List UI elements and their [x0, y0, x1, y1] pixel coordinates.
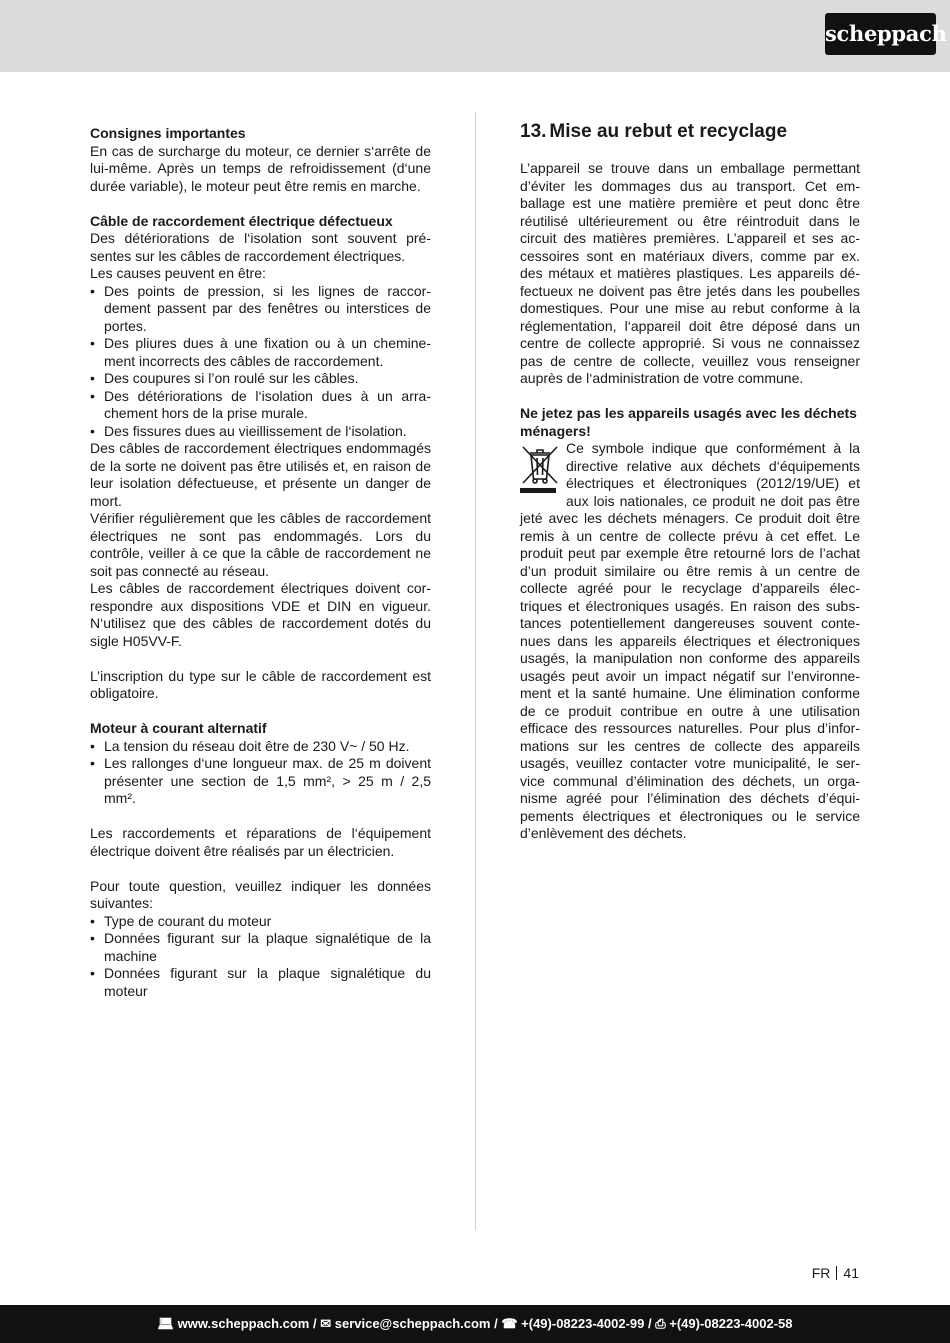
computer-icon: 💻︎	[157, 1316, 178, 1331]
email-icon: ✉	[320, 1316, 335, 1331]
email-link[interactable]: service@scheppach.com	[334, 1316, 491, 1331]
paragraph-damaged-cables: Des câbles de raccordement électriques endommagés de la sorte ne doivent pas être utilisés et, en raison de leur isolation défectueuse, et présente un danger de mort.	[90, 440, 431, 509]
paragraph-check-cables: Vérifier régulièrement que les câbles de raccordement électriques ne sont pas endommagés. Lors du contrôle, veiller à ce que la câble de raccordement ne soit pas connecté au réseau.	[90, 510, 431, 579]
page-number	[812, 1265, 859, 1282]
header-bar	[0, 0, 950, 72]
paragraph-packaging: L’appareil se trouve dans un emballage permettant d’éviter les dommages dus au transport. Cet emballage est une matière première et peut donc être réutilisé ultérieurement ou être réintroduit dans le circuit des matières premières. L’appareil et ses accessoires sont en matériaux divers, comme par ex. des métaux et matières plastiques. Les appareils défectueux ne doivent pas être jetés dans les poubelles domestiques. Pour une mise au rebut conforme à la réglementation, l‘appareil doit être déposé dans un centre de collecte approprié. Si vous ne connaissez pas de centre de collecte, veuillez vous renseigner auprès de l‘administration de votre commune.	[520, 160, 860, 386]
fax-number: +(49)-08223-4002-58	[669, 1316, 793, 1331]
causes-list	[90, 283, 431, 441]
page-number-value: 41	[843, 1265, 859, 1281]
list-item: • Données figurant sur la plaque signalétique du moteur	[90, 965, 431, 1000]
paragraph-insulation: Des détériorations de l‘isolation sont souvent présentes sur les câbles de raccordement électriques.	[90, 230, 431, 264]
page-separator	[836, 1266, 837, 1280]
paragraph-causes-intro: Les causes peuvent en être:	[90, 265, 266, 281]
list-item: • Des points de pression, si les lignes de raccordement passent par des fenêtres ou interstices de portes.	[90, 283, 431, 336]
section-number: 13.	[520, 121, 547, 142]
footer-bar: 💻︎ www.scheppach.com / ✉ service@scheppach.com / ☎ +(49)-08223-4002-99 / ⎙ +(49)-08223-4002-58	[0, 1305, 950, 1343]
phone-icon: ☎	[501, 1316, 522, 1331]
motor-list	[90, 738, 431, 808]
list-item: • Des pliures dues à une fixation ou à un cheminement incorrects des câbles de raccordement.	[90, 335, 431, 370]
list-item: • Des fissures dues au vieillissement de l‘isolation.	[90, 423, 431, 441]
heading-weee: Ne jetez pas les appareils usagés avec les déchets ménagers!	[520, 405, 857, 439]
paragraph-electrician: Les raccordements et réparations de l‘équipement électrique doivent être réalisés par un électricien.	[90, 825, 431, 859]
section-title	[520, 120, 860, 144]
paragraph-questions: Pour toute question, veuillez indiquer les données suivantes:	[90, 877, 431, 911]
left-column	[90, 125, 431, 1000]
paragraph-weee: Ce symbole indique que conformément à la directive relative aux déchets d‘équipements électriques et électroniques (2012/19/UE) et aux lois nationales, ce produit ne doit pas être jeté avec les déchets ménagers. Ce produit doit être remis à un centre de collecte prévu à cet effet. Le produit peut par exemple être retourné lors de l’achat d’un produit similaire ou être remis à un centre de collecte agréé pour le recyclage d’appareils électriques et électroniques usagés. En raison des substances potentiellement dangereuses souvent contenues dans les appareils électriques et électroniques usagés, la manipulation non conforme des appareils usagés peut avoir un impact négatif sur l’environnement et la santé humaine. Une élimination conforme de ce produit contribue en outre à une utilisation efficace des ressources naturelles. Pour plus d’informations sur les centres de collecte des appareils usagés, veuillez contacter votre municipalité, le service communal d’élimination des déchets, un organisme agréé pour l’élimination des déchets d’équipements électriques et électroniques ou le service d’enlèvement des déchets.	[520, 440, 860, 841]
list-item: • La tension du réseau doit être de 230 V~ / 50 Hz.	[90, 738, 431, 756]
list-item: • Des détériorations de l‘isolation dues à un arrachement hors de la prise murale.	[90, 388, 431, 423]
list-item: • Données figurant sur la plaque signalétique de la machine	[90, 930, 431, 965]
paragraph-overload: En cas de surcharge du moteur, ce dernier s‘arrête de lui-même. Après un temps de refroidissement (d‘une durée variable), le moteur peut être remis en marche.	[90, 142, 431, 194]
column-divider	[475, 112, 476, 1230]
right-column	[520, 160, 860, 843]
heading-important-notes: Consignes importantes	[90, 125, 246, 141]
paragraph-type-marking: L’inscription du type sur le câble de raccordement est obligatoire.	[90, 667, 431, 701]
paragraph-vde-din: Les câbles de raccordement électriques doivent correspondre aux dispositions VDE et DIN en vigueur. N‘utilisez que des câbles de raccordement dotés du sigle H05VV-F.	[90, 580, 431, 649]
language-code: FR	[811, 1265, 831, 1281]
brand-logo: scheppach	[825, 13, 936, 55]
crossed-out-bin-icon	[520, 443, 560, 495]
section-title-text: Mise au rebut et recyclage	[549, 121, 788, 142]
phone-number: +(49)-08223-4002-99	[521, 1316, 645, 1331]
list-item: • Des coupures si l’on roulé sur les câbles.	[90, 370, 431, 388]
data-list	[90, 913, 431, 1001]
heading-defective-cable: Câble de raccordement électrique défectueux	[90, 212, 393, 229]
website-link[interactable]: www.scheppach.com	[177, 1316, 310, 1331]
list-item: • Les rallonges d‘une longueur max. de 25 m doivent présenter une section de 1,5 mm², > 25 m / 2,5 mm².	[90, 755, 431, 808]
list-item: • Type de courant du moteur	[90, 913, 431, 931]
heading-ac-motor: Moteur à courant alternatif	[90, 720, 267, 736]
fax-icon: ⎙	[655, 1316, 670, 1331]
